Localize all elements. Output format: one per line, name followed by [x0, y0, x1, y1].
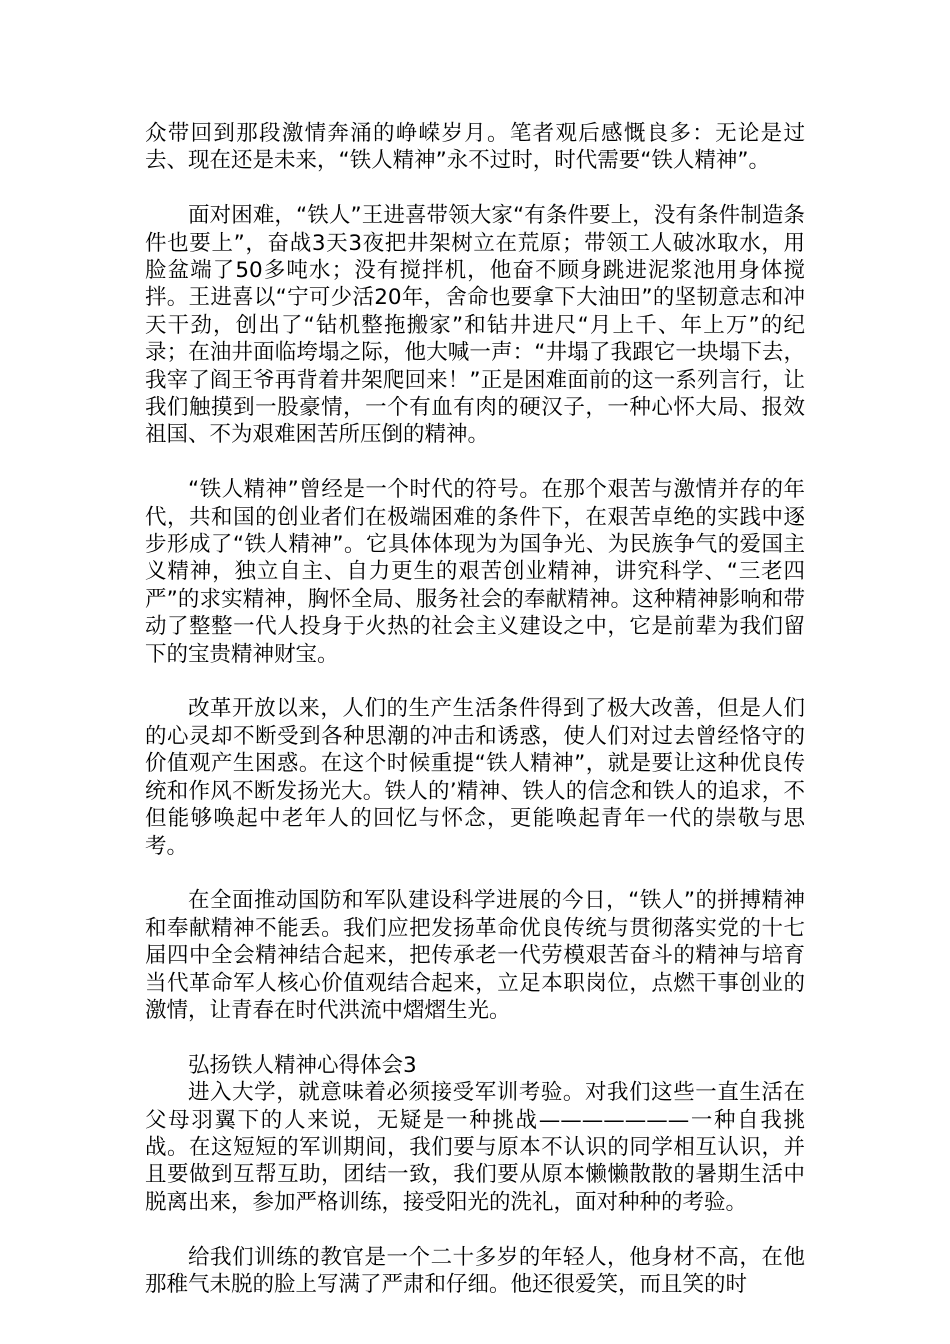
paragraph-4: 改革开放以来，人们的生产生活条件得到了极大改善，但是人们的心灵却不断受到各种思潮的冲击和诱惑，使人们对过去曾经恪守的价值观产生困惑。在这个时候重提“铁人精神”，就是要让这种优良传统和作风不断发扬光大。铁人的’精神、铁人的信念和铁人的追求，不但能够唤起中老年人的回忆与怀念，更能唤起青年一代的崇敬与思考。 [145, 696, 805, 859]
section-paragraph-1: 进入大学，就意味着必须接受军训考验。对我们这些一直生活在父母羽翼下的人来说，无疑是一种挑战———————一种自我挑战。在这短短的军训期间，我们要与原本不认识的同学相互认识，并且要做到互帮互助，团结一致，我们要从原本懒懒散散的暑期生活中脱离出来，参加严格训练，接受阳光的洗礼，面对种种的考验。 [145, 1080, 805, 1215]
paragraph-1: 众带回到那段激情奔涌的峥嵘岁月。笔者观后感慨良多：无论是过去、现在还是未来，“铁人精神”永不过时，时代需要“铁人精神”。 [145, 121, 805, 174]
paragraph-3: “铁人精神”曾经是一个时代的符号。在那个艰苦与激情并存的年代，共和国的创业者们在极端困难的条件下，在艰苦卓绝的实践中逐步形成了“铁人精神”。它具体体现为为国争光、为民族争气的爱国主义精神，独立自主、自力更生的艰苦创业精神，讲究科学、“三老四严”的求实精神，胸怀全局、服务社会的奉献精神。这种精神影响和带动了整整一代人投身于火热的社会主义建设之中，它是前辈为我们留下的宝贵精神财宝。 [145, 477, 805, 667]
paragraph-2: 面对困难，“铁人”王进喜带领大家“有条件要上，没有条件制造条件也要上”，奋战3天3夜把井架树立在荒原；带领工人破冰取水，用脸盆端了50多吨水；没有搅拌机，他奋不顾身跳进泥浆池用身体搅拌。王进喜以“宁可少活20年，舍命也要拿下大油田”的坚韧意志和冲天干劲，创出了“钻机整拖搬家”和钻井进尺“月上千、年上万”的纪录；在油井面临垮塌之际，他大喊一声：“井塌了我跟它一块塌下去，我宰了阎王爷再背着井架爬回来！”正是困难面前的这一系列言行，让我们触摸到一股豪情，一个有血有肉的硬汉子，一种心怀大局、报效祖国、不为艰难困苦所压倒的精神。 [145, 203, 805, 448]
section-paragraph-2: 给我们训练的教官是一个二十多岁的年轻人，他身材不高，在他那稚气未脱的脸上写满了严肃和仔细。他还很爱笑，而且笑的时 [145, 1244, 805, 1297]
paragraph-5: 在全面推动国防和军队建设科学进展的今日，“铁人”的拼搏精神和奉献精神不能丢。我们应把发扬革命优良传统与贯彻落实党的十七届四中全会精神结合起来，把传承老一代劳模艰苦奋斗的精神与培育当代革命军人核心价值观结合起来，立足本职岗位，点燃干事创业的激情，让青春在时代洪流中熠熠生光。 [145, 888, 805, 1023]
section-heading: 弘扬铁人精神心得体会3 [188, 1052, 417, 1078]
document-page [145, 120, 805, 1298]
